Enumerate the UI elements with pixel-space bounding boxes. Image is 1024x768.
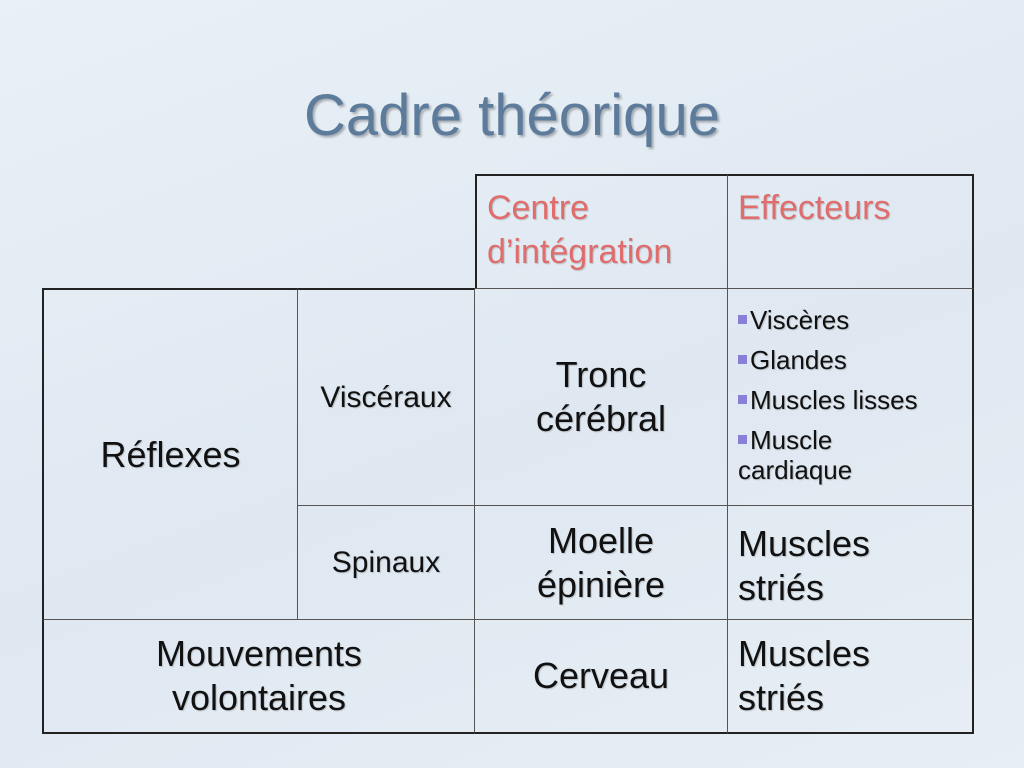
slide-title: Cadre théorique (304, 83, 720, 148)
spinaux-effecteurs-cell (728, 506, 974, 620)
header-effecteurs-label: Effecteurs (738, 189, 891, 227)
header-effecteurs (728, 174, 974, 288)
mouvements-volontaires-label: Mouvements volontaires (155, 633, 363, 718)
visceraux-label: Viscéraux (320, 380, 452, 414)
list-item (738, 425, 878, 485)
header-centre-integration (475, 174, 728, 288)
moelle-epiniere-cell (475, 506, 728, 620)
effecteur-glandes: Glandes (750, 345, 847, 375)
effecteur-visceres: Viscères (750, 305, 850, 335)
spinaux-label: Spinaux (331, 545, 441, 579)
header-centre-integration-label: Centre d’intégration (487, 189, 673, 271)
square-bullet-icon (738, 355, 747, 364)
spinaux-cell (298, 506, 475, 620)
tronc-cerebral-label: Tronc cérébral (535, 354, 667, 439)
reflexes-label: Réflexes (100, 433, 241, 475)
moelle-epiniere-label: Moelle épinière (536, 519, 666, 605)
spinaux-effecteurs-label: Muscles striés (738, 523, 871, 608)
square-bullet-icon (738, 435, 747, 444)
list-item (738, 345, 972, 375)
visceraux-effecteurs-cell (728, 288, 974, 506)
tronc-cerebral-cell (475, 288, 728, 506)
list-item (738, 385, 972, 415)
list-item (738, 305, 972, 335)
square-bullet-icon (738, 395, 747, 404)
cerveau-cell (475, 620, 728, 734)
reflexes-cell (42, 288, 298, 620)
mouvements-volontaires-cell (42, 620, 475, 734)
mouvements-effecteurs-cell (728, 620, 974, 734)
square-bullet-icon (738, 315, 747, 324)
cerveau-label: Cerveau (532, 655, 670, 696)
visceraux-cell (298, 288, 475, 506)
effecteur-muscle-cardiaque: Muscle cardiaque (738, 425, 853, 485)
mouvements-effecteurs-label: Muscles striés (738, 633, 871, 718)
effecteur-muscles-lisses: Muscles lisses (750, 385, 918, 415)
